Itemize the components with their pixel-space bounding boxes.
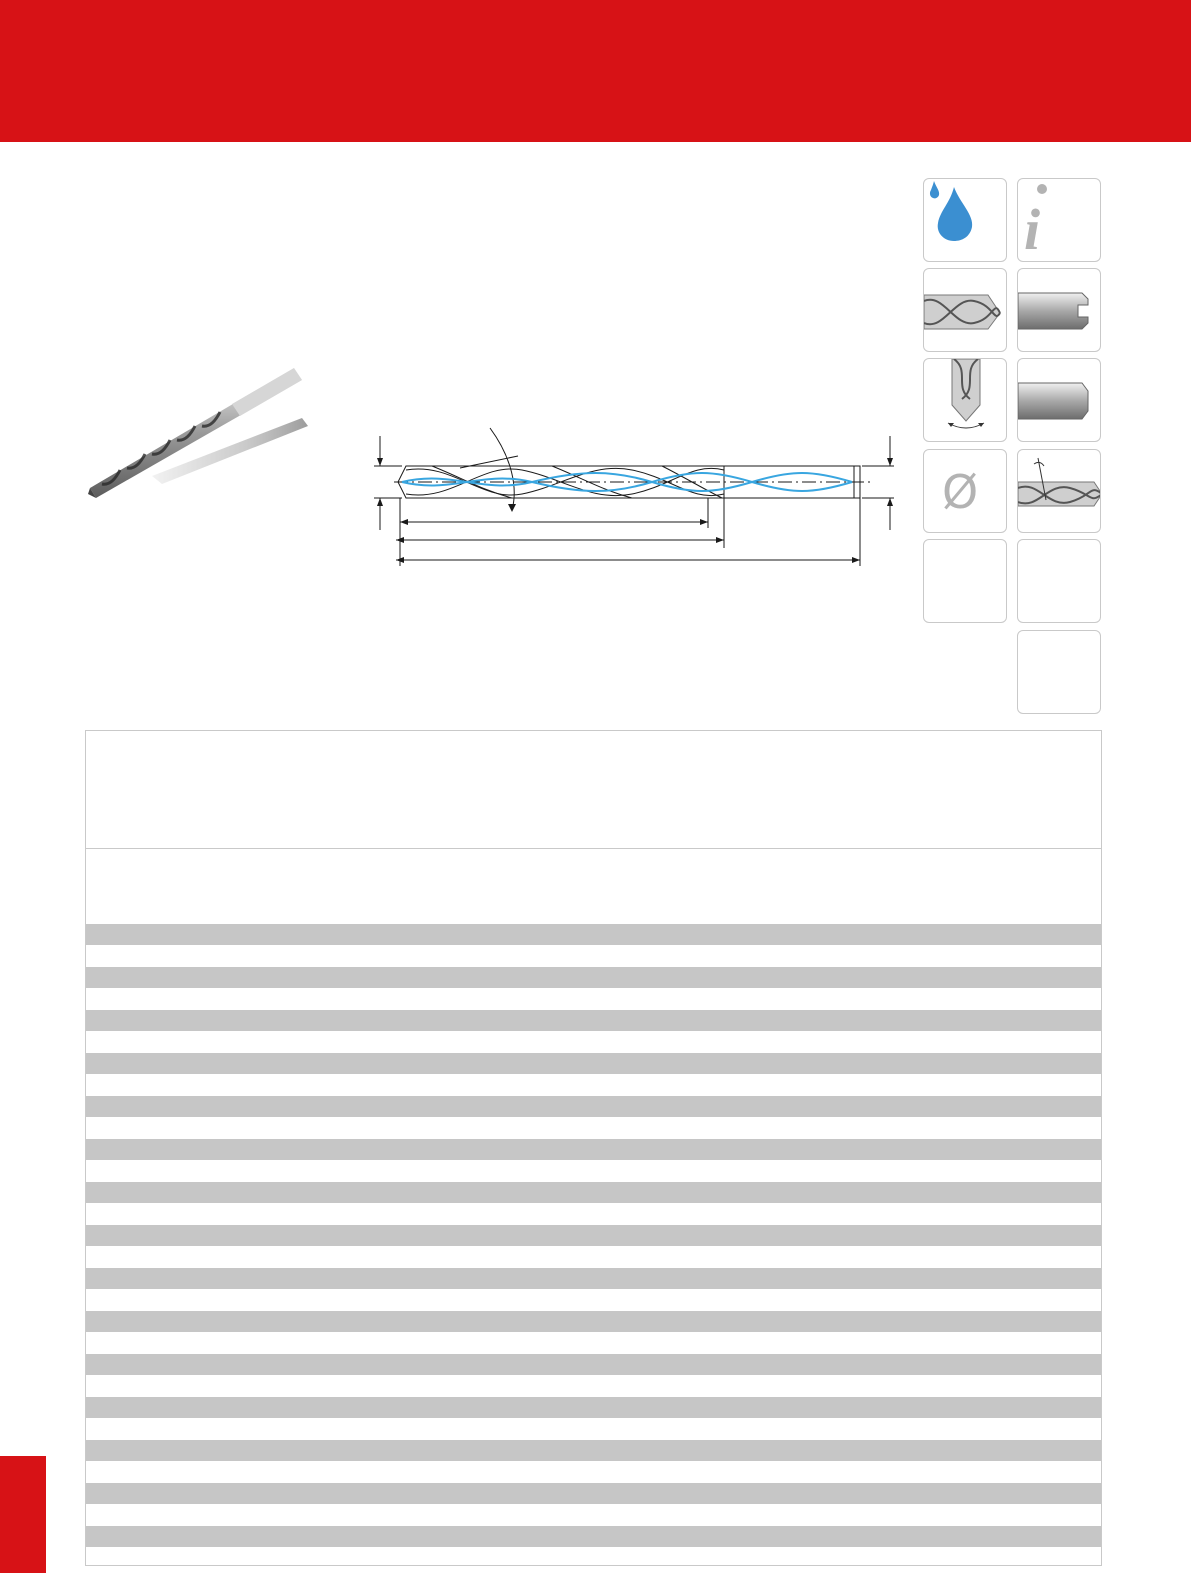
point-angle-icon xyxy=(923,358,1007,442)
blank-tile-icon xyxy=(1017,539,1101,623)
chapter-side-tab xyxy=(0,1456,46,1573)
table-row xyxy=(86,1096,1101,1117)
table-row xyxy=(86,967,1101,988)
table-row xyxy=(86,1139,1101,1160)
cylindrical-shank-icon xyxy=(1017,358,1101,442)
drill-product-photo xyxy=(82,356,314,506)
table-row xyxy=(86,1053,1101,1074)
top-banner xyxy=(0,0,1191,142)
table-row xyxy=(86,1483,1101,1504)
drill-tip-icon xyxy=(923,268,1007,352)
table-row xyxy=(86,1182,1101,1203)
coolant-drop-icon xyxy=(923,178,1007,262)
diameter-icon-glyph: Ø xyxy=(942,465,979,519)
table-row xyxy=(86,1440,1101,1461)
table-row xyxy=(86,1397,1101,1418)
blank-tile-icon xyxy=(1017,630,1101,714)
table-row xyxy=(86,1010,1101,1031)
table-row xyxy=(86,1268,1101,1289)
article-table xyxy=(85,730,1102,1566)
table-row xyxy=(86,1354,1101,1375)
info-icon-glyph: i xyxy=(1024,197,1041,262)
table-header-divider xyxy=(86,848,1101,849)
table-row xyxy=(86,1225,1101,1246)
drill-technical-drawing xyxy=(372,418,902,580)
table-row xyxy=(86,1311,1101,1332)
helix-angle-icon xyxy=(1017,449,1101,533)
blank-tile-icon xyxy=(923,539,1007,623)
info-icon[interactable] xyxy=(1017,178,1101,262)
diameter-icon xyxy=(923,449,1007,533)
cylindrical-shank-flat-icon xyxy=(1017,268,1101,352)
table-row xyxy=(86,1526,1101,1547)
table-row xyxy=(86,924,1101,945)
